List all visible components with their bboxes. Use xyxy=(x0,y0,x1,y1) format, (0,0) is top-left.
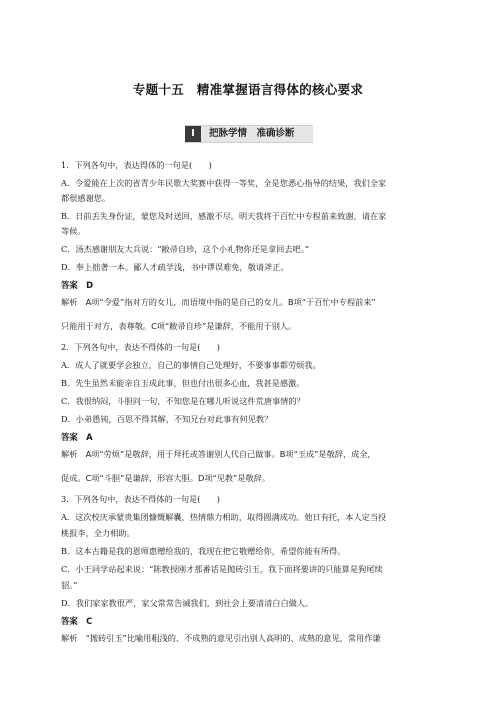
q1-option-b-line2: 等候。 xyxy=(61,226,86,236)
q2-option-b: B．先生虽然未能亲自玉成此事，但也付出很多心血，我甚是感激。 xyxy=(61,378,305,388)
section-banner xyxy=(185,125,313,143)
q2-option-d: D．小弟愚钝，百思不得其解，不知兄台对此事有何见教？ xyxy=(61,414,273,424)
q2-explanation-line2: 促成。C项“斗胆”是谦辞，形容大胆。D项“见教”是敬辞。 xyxy=(61,473,271,483)
q1-explanation-line2: 只能用于对方，表尊敬。C项“敝帚自珍”是谦辞，不能用于别人。 xyxy=(61,321,297,331)
q1-option-d: D．奉上拙著一本。鄙人才疏学浅，书中谬误难免，敬请斧正。 xyxy=(61,262,289,272)
q3-explanation-line1: 解析 “抛砖引玉”比喻用粗浅的、不成熟的意见引出别人高明的、成熟的意见，常用作谦 xyxy=(61,633,381,643)
section-label: 把脉学情 准确诊断 xyxy=(209,128,295,139)
q2-option-c: C．我很纳闷，斗胆问一句，不知您是在哪儿听说这件荒唐事情的？ xyxy=(61,396,305,406)
q1-option-a-line1: A．令爱能在上次的省青少年民歌大奖赛中获得一等奖，全是您悉心指导的结果，我们全家 xyxy=(61,178,387,188)
q3-option-b: B．这本古籍是我的恩师惠赠给我的，我现在把它敬赠给你，希望你能有所得。 xyxy=(61,546,346,556)
q2-answer: 答案 A xyxy=(61,432,93,442)
q3-answer: 答案 C xyxy=(61,616,93,626)
q1-explanation-line1: 解析 A项“令爱”指对方的女儿，而语境中指的是自己的女儿。B项“于百忙中专程前来” xyxy=(61,297,376,307)
q2-option-a: A．成人了就要学会独立，自己的事情自己处理好，不要事事都劳烦我。 xyxy=(61,360,321,370)
page-title: 专题十五 精准掌握语言得体的核心要求 xyxy=(132,82,364,97)
q1-option-c: C．汤杰感谢朋友大兵说：“敝帚自珍，这个小礼物你还是拿回去吧。” xyxy=(61,244,309,254)
q3-option-d: D．我们家家教很严，家父常常告诫我们，到社会上要清清白白做人。 xyxy=(61,598,314,608)
q3-stem: 3．下列各句中，表达不得体的一句是( ) xyxy=(61,494,220,504)
section-number: Ⅰ xyxy=(185,126,201,142)
q3-option-a-line1: A．这次校庆承蒙贵集团慷慨解囊，热情鼎力相助，取得圆满成功。他日有托，本人定当投 xyxy=(61,512,387,522)
q1-stem: 1．下列各句中，表达得体的一句是( ) xyxy=(61,160,212,170)
q1-option-a-line2: 都很感谢您。 xyxy=(61,193,111,203)
q3-option-c-line1: C．小王同学站起来说：“陈教授刚才那番话是抛砖引玉，我下面将要讲的只能算是狗尾续 xyxy=(61,564,383,574)
q1-answer: 答案 D xyxy=(61,280,94,290)
q2-stem: 2．下列各句中，表达不得体的一句是( ) xyxy=(61,342,220,352)
q3-option-c-line2: 貂。” xyxy=(61,580,78,590)
q2-explanation-line1: 解析 A项“劳烦”是敬辞，用于拜托或答谢别人代自己做事。B项“玉成”是敬辞，成全， xyxy=(61,449,376,459)
q3-option-a-line2: 桃报李，全力相助。 xyxy=(61,528,135,538)
q1-option-b-line1: B．日前丢失身份证，蒙您及时送回，感激不尽。明天我将于百忙中专程前来致谢，请在家 xyxy=(61,211,387,221)
